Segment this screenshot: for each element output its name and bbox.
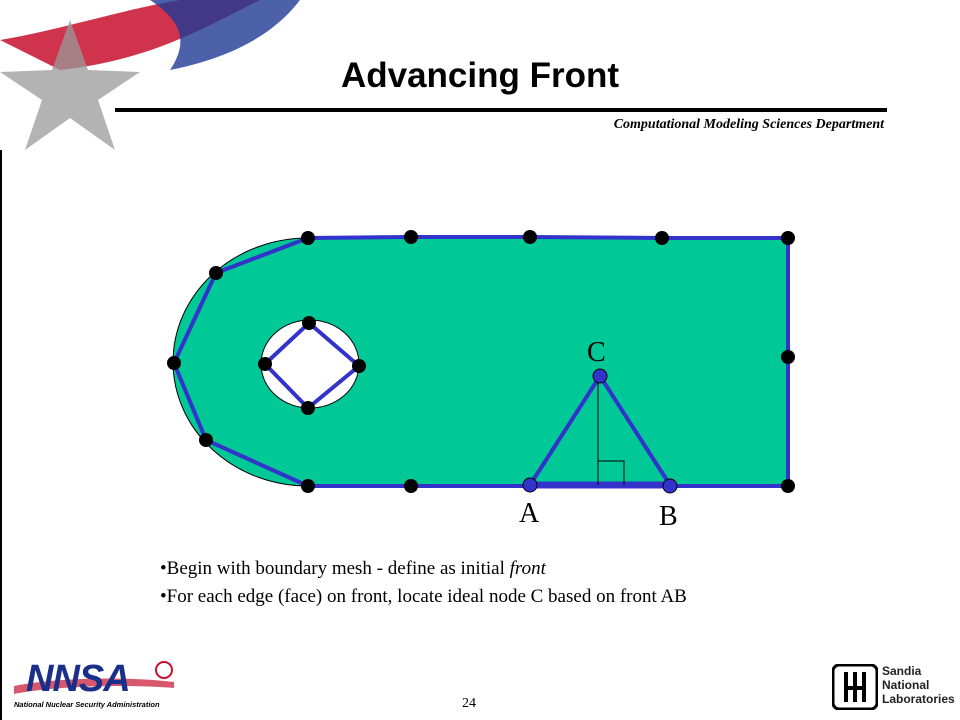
sandia-text-line-2: National [882, 678, 930, 692]
bullet-item-1-text: •Begin with boundary mesh - define as initial [160, 558, 510, 579]
node [199, 433, 213, 447]
node [301, 231, 315, 245]
node [404, 230, 418, 244]
sandia-text [882, 664, 955, 706]
department-name: Computational Modeling Sciences Department [613, 117, 884, 132]
node-a [523, 478, 537, 492]
node [781, 231, 795, 245]
node [352, 359, 366, 373]
bullet-list [160, 555, 687, 611]
sandia-thunderbird-icon [832, 664, 878, 710]
label-b: B [659, 501, 678, 532]
nnsa-caption: National Nuclear Security Administration [14, 700, 160, 709]
page-number: 24 [462, 696, 476, 711]
node [258, 357, 272, 371]
bullet-item-1-emphasis: front [509, 558, 546, 579]
node [655, 231, 669, 245]
node [167, 356, 181, 370]
nnsa-letters: NNSA [26, 658, 130, 700]
sandia-logo [830, 662, 955, 712]
sandia-text-line-1: Sandia [882, 664, 922, 678]
bullet-item-2: •For each edge (face) on front, locate ideal node C based on front AB [160, 586, 687, 607]
node [302, 316, 316, 330]
node [523, 230, 537, 244]
sandia-text-line-3: Laboratories [882, 692, 955, 706]
node [781, 350, 795, 364]
node [404, 479, 418, 493]
node [781, 479, 795, 493]
node [301, 479, 315, 493]
nnsa-logo [14, 658, 176, 714]
label-a: A [519, 498, 540, 529]
node [301, 401, 315, 415]
slide-title: Advancing Front [340, 56, 620, 95]
label-c: C [587, 337, 606, 368]
domain-hole [261, 320, 359, 408]
node-b [663, 479, 677, 493]
node [209, 266, 223, 280]
bullet-item-1 [160, 555, 687, 583]
node-c [593, 369, 607, 383]
